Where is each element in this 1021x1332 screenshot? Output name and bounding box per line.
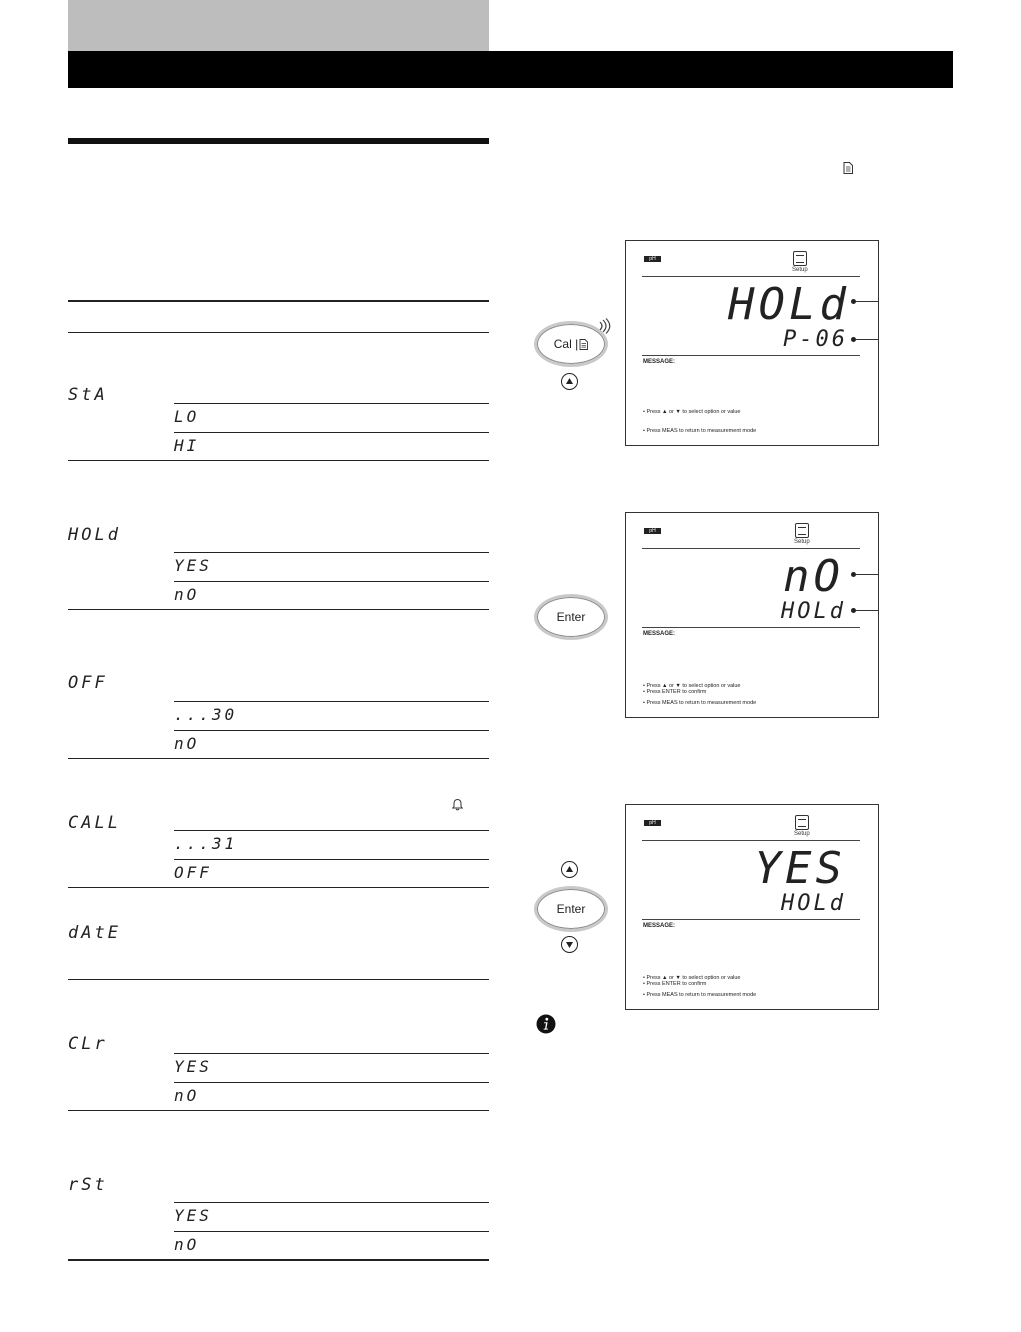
hint-line: • Press ▲ or ▼ to select option or value [643, 683, 741, 689]
ph-badge: pH [644, 820, 661, 826]
hint-line: • Press ▲ or ▼ to select option or value [643, 409, 741, 415]
option-rule [174, 1231, 489, 1232]
option-rule [174, 1082, 489, 1083]
table-header-rule [68, 332, 489, 333]
code-clr: CLr [68, 1034, 108, 1054]
setup-label: Setup [794, 831, 810, 837]
lcd-main-value: YES [754, 843, 846, 894]
message-label: MESSAGE: [643, 923, 676, 929]
callout-line [856, 301, 878, 302]
option-yes: YES [174, 1206, 212, 1225]
up-arrow-button[interactable] [561, 861, 578, 878]
setup-icon [795, 815, 809, 830]
lcd-rule [642, 840, 860, 841]
row-rule [68, 979, 489, 980]
option-rule [174, 1202, 489, 1203]
bell-icon [451, 798, 464, 811]
down-arrow-button[interactable] [561, 936, 578, 953]
row-rule [68, 758, 489, 759]
message-label: MESSAGE: [643, 359, 676, 365]
option-rule [174, 730, 489, 731]
hint-line: • Press ▲ or ▼ to select option or value [643, 975, 741, 981]
lcd-rule [642, 627, 860, 628]
lcd-screen-2 [625, 512, 879, 718]
option-yes: YES [174, 556, 212, 575]
callout-line [856, 339, 878, 340]
lcd-sub-value: HOLd [781, 599, 846, 624]
lcd-screen-3 [625, 804, 879, 1010]
section-rule [68, 138, 489, 144]
option-30: ...30 [174, 705, 238, 724]
hint-line: • Press MEAS to return to measurement mode [643, 992, 757, 998]
up-arrow-button[interactable] [561, 373, 578, 390]
option-rule [174, 1053, 489, 1054]
option-no: nO [174, 734, 200, 753]
row-rule [68, 1110, 489, 1111]
option-rule [174, 859, 489, 860]
option-rule [174, 403, 489, 404]
code-sta: StA [68, 385, 108, 405]
enter-button[interactable]: Enter [534, 594, 608, 640]
setup-label: Setup [792, 267, 808, 273]
option-rule [174, 701, 489, 702]
lcd-sub-value: P-06 [783, 327, 848, 352]
lcd-main-value: nO [783, 551, 844, 602]
lcd-rule [642, 276, 860, 277]
lcd-main-value: HOLd [728, 279, 850, 330]
row-rule [68, 460, 489, 461]
signal-icon [598, 318, 612, 334]
ph-badge: pH [644, 528, 661, 534]
option-off: OFF [174, 863, 212, 882]
option-hi: HI [174, 436, 200, 455]
ph-badge: pH [644, 256, 661, 262]
lcd-screen-1 [625, 240, 879, 446]
option-rule [174, 581, 489, 582]
row-rule [68, 609, 489, 610]
table-bottom-rule [68, 1259, 489, 1261]
hint-line: • Press ENTER to confirm [643, 689, 707, 695]
callout-line [856, 574, 878, 575]
info-icon [536, 1014, 556, 1034]
lcd-rule [642, 548, 860, 549]
option-lo: LO [174, 407, 200, 426]
header-grey-tab [68, 0, 489, 51]
header-title-bar [68, 51, 953, 88]
document-icon [579, 339, 588, 350]
lcd-rule [642, 355, 860, 356]
cal-button[interactable]: Cal | [534, 321, 608, 367]
code-rst: rSt [68, 1175, 108, 1195]
message-label: MESSAGE: [643, 631, 676, 637]
option-rule [174, 552, 489, 553]
option-no: nO [174, 585, 200, 604]
option-rule [174, 432, 489, 433]
setup-label: Setup [794, 539, 810, 545]
row-rule [68, 887, 489, 888]
option-31: ...31 [174, 834, 238, 853]
option-rule [174, 830, 489, 831]
hint-line: • Press ENTER to confirm [643, 981, 707, 987]
code-hold: HOLd [68, 525, 121, 545]
code-off: OFF [68, 673, 108, 693]
enter-button[interactable]: Enter [534, 886, 608, 932]
hint-line: • Press MEAS to return to measurement mode [643, 428, 757, 434]
table-top-rule [68, 300, 489, 302]
option-yes: YES [174, 1057, 212, 1076]
document-icon [843, 162, 853, 174]
hint-line: • Press MEAS to return to measurement mode [643, 700, 757, 706]
lcd-rule [642, 919, 860, 920]
code-call: CALL [68, 813, 121, 833]
setup-icon [795, 523, 809, 538]
lcd-sub-value: HOLd [781, 891, 846, 916]
setup-icon [793, 251, 807, 266]
option-no: nO [174, 1235, 200, 1254]
callout-line [856, 610, 878, 611]
code-date: dAtE [68, 923, 121, 943]
option-no: nO [174, 1086, 200, 1105]
